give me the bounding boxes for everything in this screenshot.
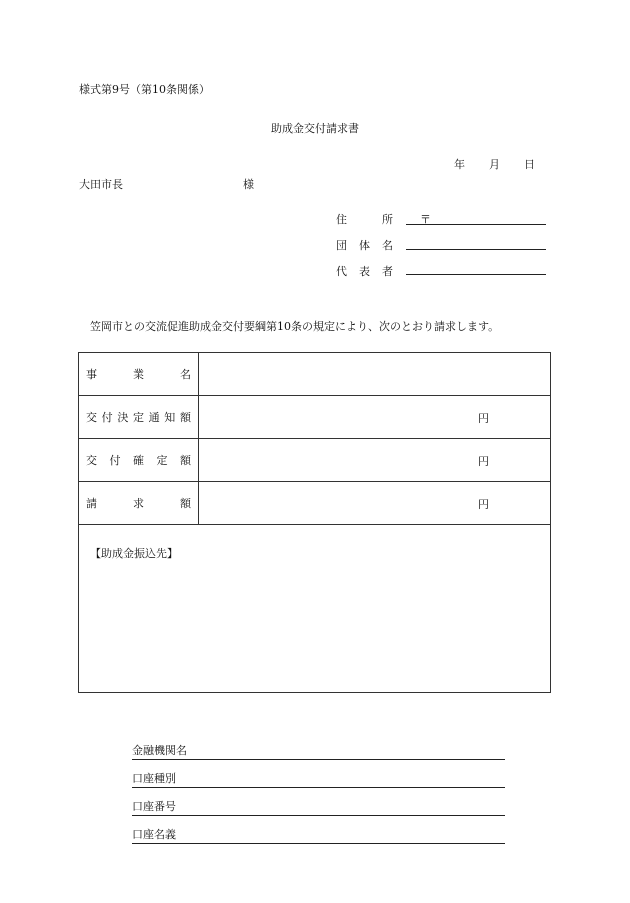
label-char: 住: [336, 213, 347, 226]
postal-mark: 〒: [420, 213, 431, 226]
label-char: 団: [336, 239, 347, 252]
request-table: [78, 352, 551, 841]
label-char: 定: [132, 411, 144, 424]
project-name-field[interactable]: [199, 353, 551, 396]
request-statement: 笠岡市との交流促進助成金交付要綱第10条の規定により、次のとおり請求します。: [90, 320, 500, 333]
label-char: 定: [156, 454, 168, 467]
account-type-field[interactable]: [132, 769, 505, 788]
label-char: 名: [382, 239, 393, 252]
row-label: [79, 353, 199, 396]
label-char: 所: [382, 213, 393, 226]
label-char: 額: [179, 411, 191, 424]
account-holder-label: 口座名義: [132, 828, 176, 841]
label-char: 事: [86, 368, 97, 381]
label-char: 業: [133, 368, 144, 381]
group-name-field[interactable]: [406, 249, 546, 250]
table-row: [79, 439, 551, 482]
label-char: 体: [359, 239, 370, 252]
account-number-field[interactable]: [132, 797, 505, 816]
label-char: 名: [180, 368, 191, 381]
label-char: 表: [359, 265, 370, 278]
addressee-honorific: 様: [243, 178, 254, 191]
row-label: [79, 482, 199, 525]
label-char: 交: [86, 454, 97, 467]
label-char: 付: [109, 454, 121, 467]
label-char: 決: [117, 411, 129, 424]
bank-heading: 【助成金振込先】: [90, 547, 178, 560]
date-month: 月: [489, 158, 500, 171]
account-type-label: 口座種別: [132, 772, 176, 785]
table-row: [79, 353, 551, 396]
confirmed-amount-field[interactable]: [199, 439, 551, 482]
date-year: 年: [454, 158, 465, 171]
bank-name-field[interactable]: [132, 741, 505, 760]
label-char: 請: [86, 497, 97, 510]
label-char: 求: [133, 497, 144, 510]
label-char: 付: [101, 411, 113, 424]
yen-unit: 円: [478, 412, 489, 425]
address-field[interactable]: [406, 224, 546, 225]
yen-unit: 円: [478, 455, 489, 468]
label-char: 確: [133, 454, 144, 467]
bank-row: [79, 525, 551, 693]
decision-amount-field[interactable]: [199, 396, 551, 439]
bank-section: [79, 525, 551, 841]
page-title: 助成金交付請求書: [271, 122, 359, 135]
representative-label: [336, 263, 393, 279]
row-label: [79, 439, 199, 482]
row-label: [79, 396, 199, 439]
date-day: 日: [524, 158, 535, 171]
label-char: 者: [382, 265, 393, 278]
table-row: [79, 396, 551, 439]
label-char: 通: [148, 411, 160, 424]
account-holder-field[interactable]: [132, 825, 505, 844]
request-amount-field[interactable]: [199, 482, 551, 525]
label-char: 知: [164, 411, 176, 424]
group-name-label: [336, 237, 393, 253]
address-label: [336, 211, 393, 227]
addressee-name: 大田市長: [79, 178, 123, 191]
label-char: 交: [86, 411, 97, 424]
table-row: [79, 482, 551, 525]
label-char: 額: [180, 454, 191, 467]
representative-field[interactable]: [406, 274, 546, 275]
label-char: 額: [180, 497, 191, 510]
label-char: 代: [336, 265, 347, 278]
yen-unit: 円: [478, 498, 489, 511]
bank-name-label: 金融機関名: [132, 744, 187, 757]
account-number-label: 口座番号: [132, 800, 176, 813]
form-number: 様式第9号（第10条関係）: [79, 83, 210, 96]
